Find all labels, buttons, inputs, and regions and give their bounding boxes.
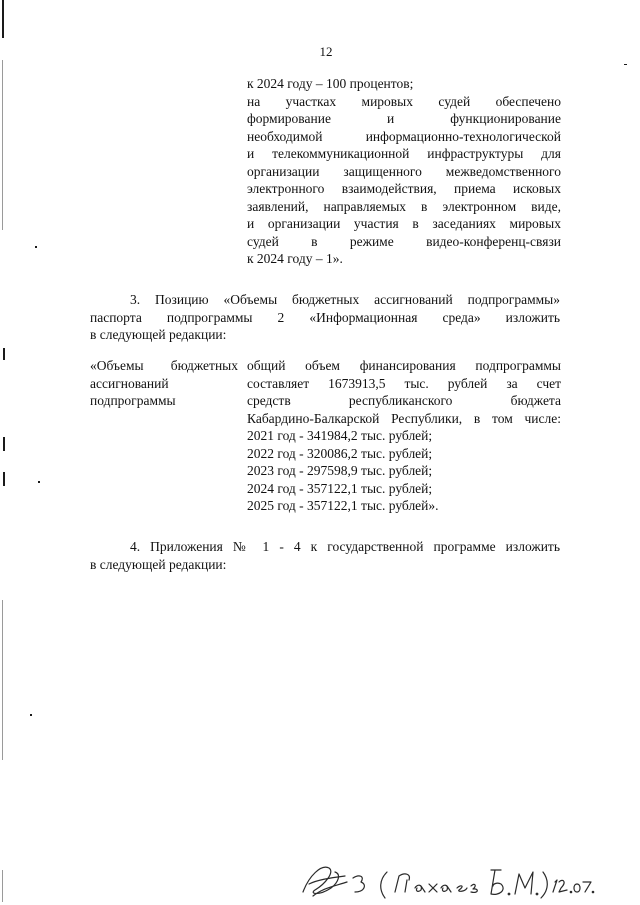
text-line: к 2024 году – 1». (247, 251, 343, 266)
scan-edge-mark (2, 0, 4, 38)
text-line: формирование и функционирование (247, 111, 561, 126)
scan-edge-mark (2, 60, 3, 230)
text-line: 4. Приложения № 1 - 4 к государственной программе изложить (130, 539, 560, 554)
funding-year-line: 2024 год - 357122,1 тыс. рублей; (247, 480, 433, 496)
scan-edge-mark (2, 600, 3, 760)
scan-dot (38, 481, 40, 483)
scan-dot (35, 246, 37, 248)
paragraph-3 (90, 291, 560, 344)
text-line: в следующей редакции: (90, 556, 227, 572)
amounts-value (247, 357, 561, 515)
paragraph-4 (90, 538, 560, 573)
text-line: 3. Позицию «Объемы бюджетных ассигнований подпрограммы» (130, 292, 560, 307)
text-line: заявлений, направляемых в электронном виде, (247, 198, 561, 214)
text-line: подпрограммы (90, 393, 176, 408)
funding-year-line: 2021 год - 341984,2 тыс. рублей; (247, 428, 433, 443)
text-line: «Объемы бюджетных (90, 358, 238, 373)
text-line: и телекоммуникационной инфраструктуры для (247, 146, 561, 161)
text-line: электронного взаимодействия, приема исковых (247, 181, 561, 196)
page-number: 12 (319, 44, 333, 59)
text-line: необходимой информационно-технологической (247, 128, 561, 144)
handwritten-signature (295, 858, 605, 902)
text-line: составляет 1673913,5 тыс. рублей за счет (247, 375, 561, 391)
funding-year-line: 2022 год - 320086,2 тыс. рублей; (247, 445, 433, 461)
funding-year-line: 2025 год - 357122,1 тыс. рублей». (247, 498, 439, 513)
text-line: общий объем финансирования подпрограммы (247, 358, 561, 373)
text-line: на участках мировых судей обеспечено (247, 93, 561, 109)
scan-edge-mark (3, 348, 5, 360)
scan-dot (624, 64, 627, 65)
amounts-label (90, 357, 238, 410)
text-line: и организации участия в заседаниях мировых (247, 216, 561, 231)
text-line: судей в режиме видео-конференц-связи (247, 233, 561, 249)
text-line: к 2024 году – 100 процентов; (247, 76, 414, 91)
scan-edge-mark (3, 437, 5, 451)
text-line: организации защищенного межведомственного (247, 163, 561, 179)
text-line: в следующей редакции: (90, 327, 227, 342)
text-line: средств республиканского бюджета (247, 393, 561, 408)
scan-edge-mark (2, 870, 3, 902)
scan-dot (30, 714, 32, 716)
scan-edge-mark (3, 472, 5, 486)
text-line: Кабардино-Балкарской Республики, в том числе: (247, 410, 561, 426)
continued-indicator-text (247, 75, 561, 268)
text-line: паспорта подпрограммы 2 «Информационная среда» изложить (90, 309, 560, 325)
text-line: ассигнований (90, 375, 169, 391)
funding-year-line: 2023 год - 297598,9 тыс. рублей; (247, 463, 433, 478)
